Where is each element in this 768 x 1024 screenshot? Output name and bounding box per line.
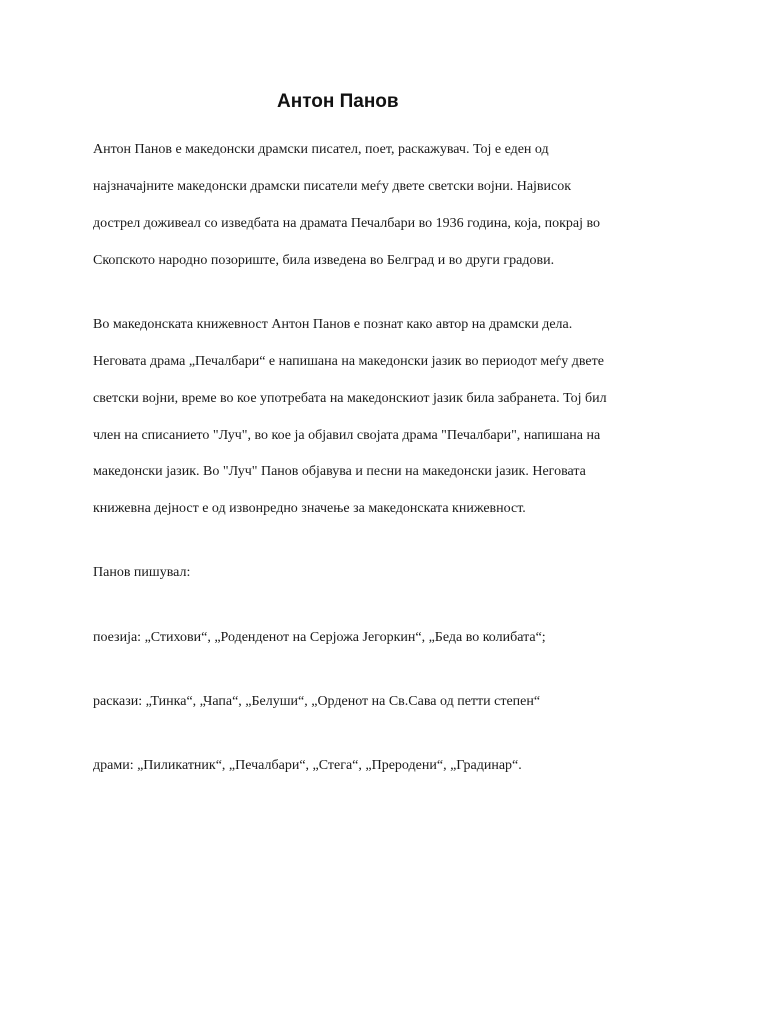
text-line: дострел доживеал со изведбата на драмата Печалбари во 1936 година, која, покрај во: [93, 216, 601, 232]
text-line: книжевна дејност е од извонредно значење за македонската книжевност.: [93, 501, 526, 517]
text-line: поезија: „Стихови“, „Роденденот на Серјожа Јегоркин“, „Беда во колибата“;: [93, 629, 546, 645]
text-line: Скопското народно позориште, била изведена во Белград и во други градови.: [93, 252, 555, 268]
paragraph-literature: [93, 298, 673, 537]
document-title: Антон Панов: [277, 91, 399, 112]
text-line: најзначајните македонски драмски писатели меѓу двете светски војни. Највисок: [93, 179, 572, 195]
works-stories: [93, 674, 673, 729]
text-line: Неговата драма „Печалбари“ е напишана на македонски јазик во периодот меѓу двете: [93, 353, 604, 369]
text-line: Во македонската книжевност Антон Панов е познат како автор на драмски дела.: [93, 317, 573, 333]
text-line: драми: „Пиликатник“, „Печалбари“, „Стега“, „Преродени“, „Градинар“.: [93, 758, 522, 773]
text-line: Антон Панов е македонски драмски писател, поет, раскажувач. Тој е еден од: [93, 142, 549, 158]
works-dramas: [93, 739, 673, 794]
document-body: [93, 123, 673, 803]
works-poetry: [93, 610, 673, 665]
text-line: светски војни, време во кое употребата на македонскиот јазик била забранета. Тој бил: [93, 390, 607, 406]
text-line: член на списанието "Луч", во кое ја објавил својата драма "Печалбари", напишана на: [93, 427, 601, 443]
text-line: Панов пишувал:: [93, 565, 191, 581]
works-intro: [93, 546, 673, 601]
text-line: раскази: „Тинка“, „Чапа“, „Белуши“, „Орденот на Св.Сава од петти степен“: [93, 693, 541, 709]
paragraph-biography: [93, 123, 673, 289]
text-line: македонски јазик. Во "Луч" Панов објавува и песни на македонски јазик. Неговата: [93, 464, 586, 480]
